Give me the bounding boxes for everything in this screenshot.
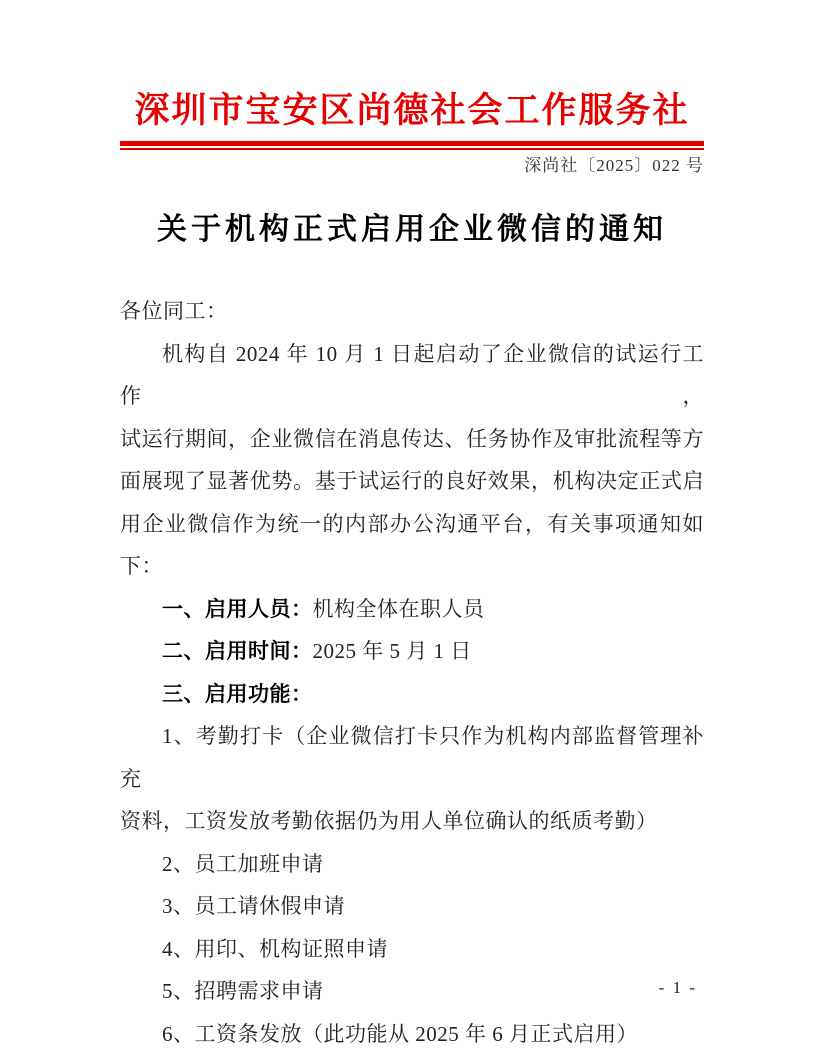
paragraph-line: 试运行期间，企业微信在消息传达、任务协作及审批流程等方 — [120, 426, 704, 451]
item-line-enable-functions — [120, 673, 704, 716]
function-list-line: 2、员工加班申请 — [162, 851, 324, 876]
salutation: 各位同工： — [120, 299, 228, 323]
document-body — [120, 290, 704, 1055]
item-value: 2025 年 5 月 1 日 — [312, 639, 472, 663]
item-line-enable-time — [120, 630, 704, 673]
document-number: 深尚社〔2025〕022 号 — [524, 156, 704, 175]
paragraph-line: 下： — [120, 554, 163, 578]
function-list-line: 3、员工请休假申请 — [162, 894, 345, 918]
item-value: 机构全体在职人员 — [312, 596, 485, 621]
red-header-divider — [120, 141, 704, 150]
item-line-enable-personnel — [120, 588, 704, 631]
function-list-line: 资料，工资发放考勤依据仍为用人单位确认的纸质考勤） — [120, 809, 658, 833]
item-label: 三、启用功能： — [162, 681, 313, 706]
function-list-line: 5、招聘需求申请 — [162, 979, 324, 1003]
function-list-line: 6、工资条发放（此功能从 2025 年 6 月正式启用） — [162, 1021, 638, 1046]
paragraph-line: 用企业微信作为统一的内部办公沟通平台，有关事项通知如 — [120, 511, 704, 536]
paragraph-line: 机构自 2024 年 10 月 1 日起启动了企业微信的试运行工作， — [120, 341, 704, 408]
item-label: 二、启用时间： — [162, 639, 313, 663]
page-number: - 1 - — [658, 978, 697, 997]
function-list-line: 1、考勤打卡（企业微信打卡只作为机构内部监督管理补充 — [120, 724, 704, 791]
org-header-title: 深圳市宝安区尚德社会工作服务社 — [134, 91, 690, 130]
paragraph-line: 面展现了显著优势。基于试运行的良好效果，机构决定正式启 — [120, 469, 704, 493]
item-label: 一、启用人员： — [162, 596, 313, 621]
function-list-line: 4、用印、机构证照申请 — [162, 936, 388, 961]
document-title: 关于机构正式启用企业微信的通知 — [157, 213, 667, 246]
red-divider-thin-line — [120, 148, 704, 150]
